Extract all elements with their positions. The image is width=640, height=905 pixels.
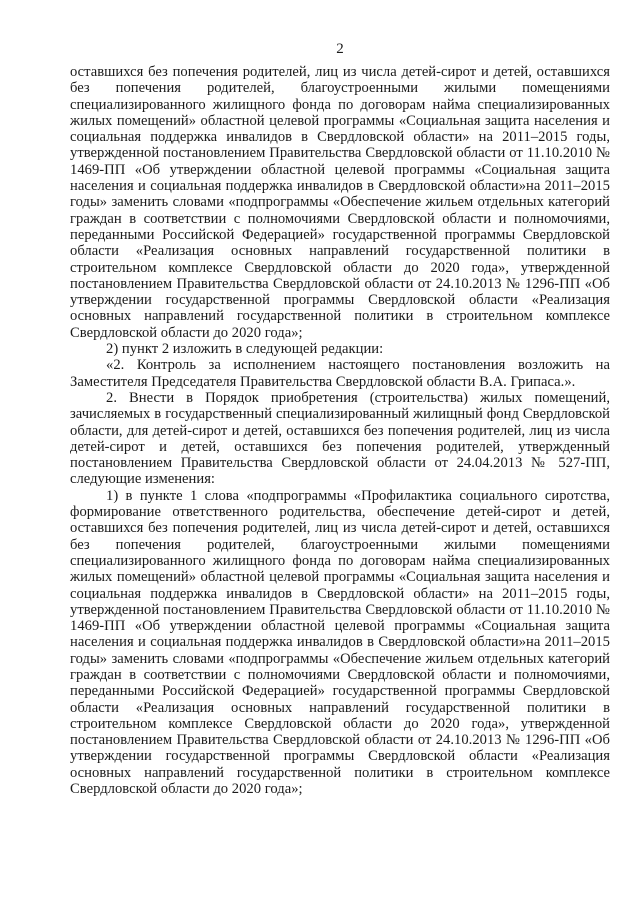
paragraph-continuation: оставшихся без попечения родителей, лиц из числа детей-сирот и детей, оставшихся без попечения родителей, благоустроенными жилыми помещениями специализированного жилищного фонда по договорам найма специализированных жилых помещений» областной целевой программы «Социальная защита населения и социальная поддержка инвалидов в Свердловской области» на 2011–2015 годы, утвержденной постановлением Правительства Свердловской области от 11.10.2010 № 1469-ПП «Об утверждении областной целевой программы «Социальная защита населения и социальная поддержка инвалидов в Свердловской области»на 2011–2015 годы» заменить словами «подпрограммы «Обеспечение жильем отдельных категорий граждан в соответствии с полномочиями Свердловской области и полномочиями, переданными Российской Федерацией» государственной программы Свердловской области «Реализация основных направлений государственной политики в строительном комплексе Свердловской области до 2020 года», утвержденной постановлением Правительства Свердловской области от 24.10.2013 № 1296-ПП «Об утверждении государственной программы Свердловской области «Реализация основных направлений государственной политики в строительном комплексе Свердловской области до 2020 года»; bbox=[70, 64, 610, 341]
page-number: 2 bbox=[336, 41, 344, 57]
paragraph-section-2: 2. Внести в Порядок приобретения (строительства) жилых помещений, зачисляемых в государственный специализированный жилищный фонд Свердловской области, для детей-сирот и детей, оставшихся без попечения родителей, лиц из числа детей-сирот и детей, оставшихся без попечения родителей, утвержденный постановлением Правительства Свердловской области от 24.04.2013 № 527-ПП, следующие изменения: bbox=[70, 389, 610, 488]
document-page bbox=[70, 40, 610, 797]
paragraph-item-2: 2) пункт 2 изложить в следующей редакции: bbox=[106, 341, 384, 358]
paragraph-item-1: 1) в пункте 1 слова «подпрограммы «Профилактика социального сиротства, формирование ответственного родительства, обеспечение детей-сирот и детей, оставшихся без попечения родителей, лиц из числа детей-сирот и детей, оставшихся без попечения родителей, благоустроенными жилыми помещениями специализированного жилищного фонда по договорам найма специализированных жилых помещений» областной целевой программы «Социальная защита населения и социальная поддержка инвалидов в Свердловской области» на 2011–2015 годы, утвержденной постановлением Правительства Свердловской области от 11.10.2010 № 1469-ПП «Об утверждении областной целевой программы «Социальная защита населения и социальная поддержка инвалидов в Свердловской области»на 2011–2015 годы» заменить словами «подпрограммы «Обеспечение жильем отдельных категорий граждан в соответствии с полномочиями Свердловской области и полномочиями, переданными Российской Федерацией» государственной программы Свердловской области «Реализация основных направлений государственной политики в строительном комплексе Свердловской области до 2020 года», утвержденной постановлением Правительства Свердловской области от 24.10.2013 № 1296-ПП «Об утверждении государственной программы Свердловской области «Реализация основных направлений государственной политики в строительном комплексе Свердловской области до 2020 года»; bbox=[70, 487, 610, 798]
paragraph-control-clause: «2. Контроль за исполнением настоящего постановления возложить на Заместителя Председателя Правительства Свердловской области В.А. Грипаса.». bbox=[70, 357, 610, 390]
